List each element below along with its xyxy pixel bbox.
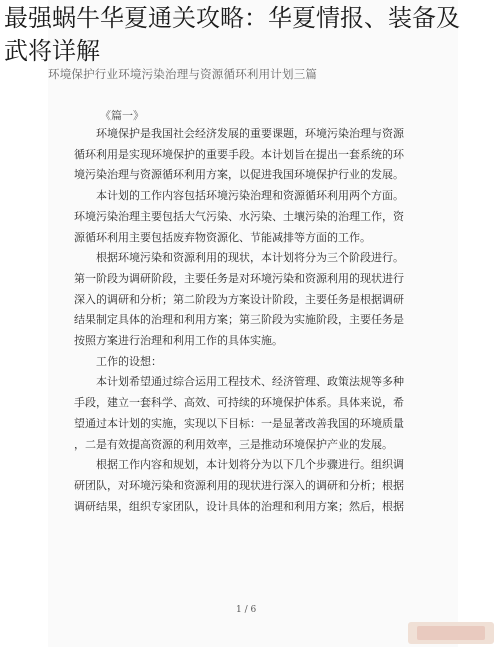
paragraph-line: 结果制定具体的治理和利用方案；第三阶段为实施阶段，主要任务是: [74, 313, 404, 327]
paragraph-2: [74, 186, 419, 248]
paragraph-4: [74, 352, 419, 373]
paragraph-line: 按照方案进行治理和利用工作的具体实施。: [74, 334, 283, 348]
paragraph-line: 根据工作内容和规划，本计划将分为以下几个步骤进行。组织调: [74, 458, 404, 472]
document-body: [74, 124, 419, 517]
document-title: 环境保护行业环境污染治理与资源循环利用计划三篇: [48, 67, 318, 81]
paragraph-line: 调研结果，组织专家团队，设计具体的治理和利用方案；然后，根据: [74, 499, 404, 513]
paragraph-line: 手段，建立一套科学、高效、可持续的环境保护体系。具体来说，希: [74, 396, 404, 410]
site-watermark-icon: [408, 622, 494, 644]
paragraph-line: 源循环利用主要包括废弃物资源化、节能减排等方面的工作。: [74, 230, 371, 244]
paragraph-line: 环境保护是我国社会经济发展的重要课题，环境污染治理与资源: [74, 127, 404, 140]
paragraph-line: 第一阶段为调研阶段，主要任务是对环境污染和资源利用的现状进行: [74, 271, 404, 285]
watermark-badge-icon: [417, 626, 485, 640]
paragraph-line: ，二是有效提高资源的利用效率，三是推动环境保护产业的发展。: [74, 437, 393, 451]
paragraph-line: 本计划希望通过综合运用工程技术、经济管理、政策法规等多种: [74, 375, 404, 389]
article-title-line-1: 最强蜗牛华夏通关攻略：华夏情报、装备及: [4, 4, 460, 32]
paragraph-line: 根据环境污染和资源利用的现状，本计划将分为三个阶段进行。: [74, 251, 404, 265]
paragraph-line: 研团队，对环境污染和资源利用的现状进行深入的调研和分析；根据: [74, 478, 404, 492]
paragraph-line: 望通过本计划的实施，实现以下目标：一是显著改善我国的环境质量: [74, 416, 404, 430]
article-title-line-2: 武将详解: [4, 37, 100, 65]
paragraph-3: [74, 248, 419, 352]
page-indicator: 1 / 6: [236, 605, 257, 615]
paragraph-5: [74, 372, 419, 455]
paragraph-line: 本计划的工作内容包括环境污染治理和资源循环利用两个方面。: [74, 189, 404, 203]
section-heading: 《篇一》: [100, 109, 144, 122]
paragraph-line: 工作的设想：: [74, 354, 162, 368]
paragraph-line: 境污染治理与资源循环利用方案，以促进我国环境保护行业的发展。: [74, 168, 404, 182]
paragraph-line: 环境污染治理主要包括大气污染、水污染、土壤污染的治理工作，资: [74, 209, 404, 223]
paragraph-line: 深入的调研和分析；第二阶段为方案设计阶段，主要任务是根据调研: [74, 292, 404, 306]
paragraph-1: [74, 124, 419, 186]
paragraph-line: 循环利用是实现环境保护的重要手段。本计划旨在提出一套系统的环: [74, 147, 404, 161]
paragraph-6: [74, 455, 419, 517]
article-title: [4, 2, 498, 68]
